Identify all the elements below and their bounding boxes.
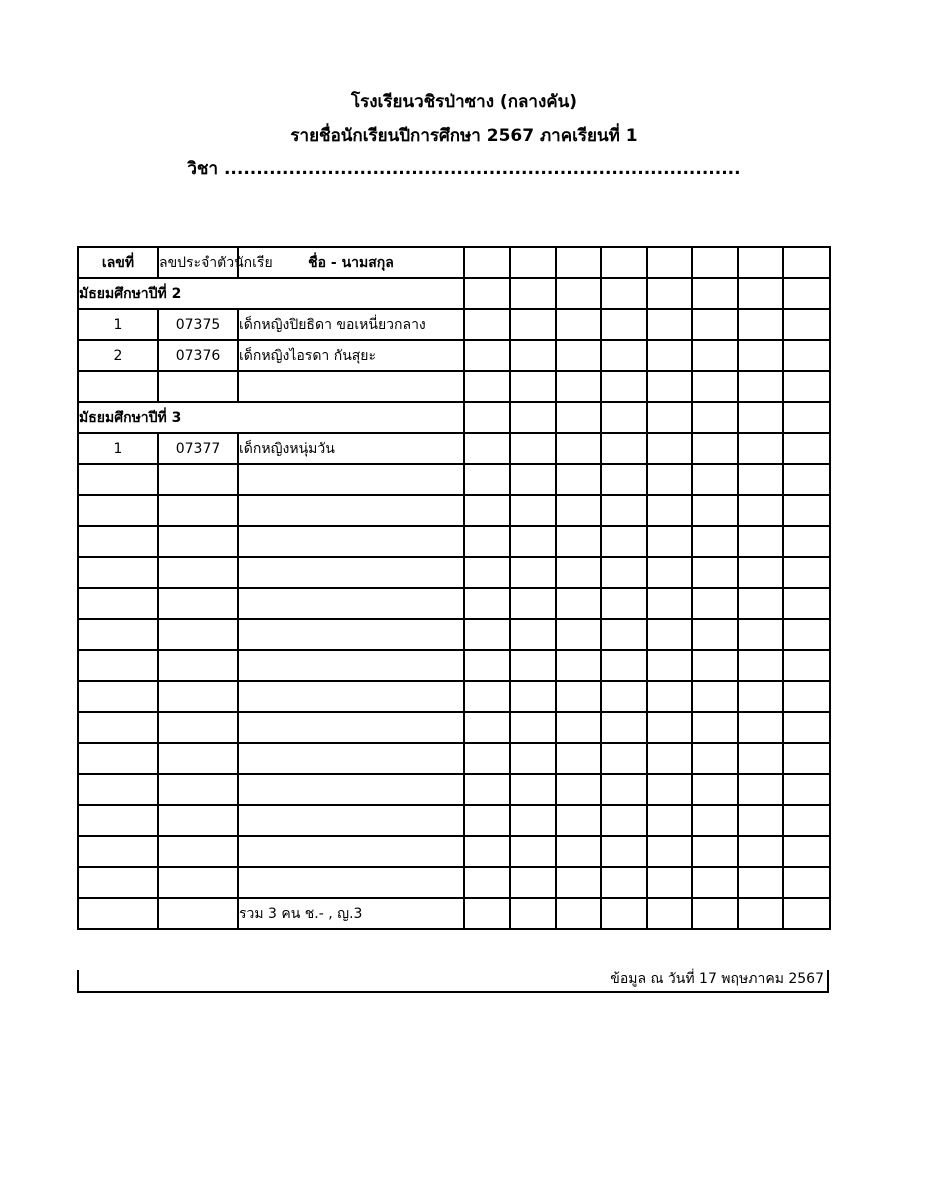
score-cell[interactable] [601,681,647,712]
score-cell[interactable] [647,867,692,898]
student-id[interactable] [158,805,238,836]
score-cell[interactable] [510,867,556,898]
score-cell[interactable] [738,247,783,278]
score-cell[interactable] [647,402,692,433]
table-row [78,433,830,464]
score-cell[interactable] [738,464,783,495]
score-cell[interactable] [647,712,692,743]
student-name[interactable] [238,650,464,681]
score-cell[interactable] [556,433,601,464]
student-id[interactable] [158,557,238,588]
score-cell[interactable] [464,495,510,526]
score-cell[interactable] [556,371,601,402]
score-cell[interactable] [601,619,647,650]
score-cell[interactable] [464,805,510,836]
score-cell[interactable] [738,898,783,929]
student-id[interactable] [158,681,238,712]
score-cell[interactable] [556,681,601,712]
score-cell[interactable] [647,650,692,681]
table-row [78,743,830,774]
score-cell[interactable] [647,464,692,495]
score-cell[interactable] [692,774,738,805]
student-name[interactable] [238,371,464,402]
score-cell[interactable] [601,247,647,278]
score-cell[interactable] [692,309,738,340]
score-cell[interactable] [783,433,830,464]
score-cell[interactable] [783,371,830,402]
total-summary: รวม 3 คน ช.- , ญ.3 [238,898,464,929]
score-cell[interactable] [464,278,510,309]
score-cell[interactable] [692,805,738,836]
student-id: 07375 [158,309,238,340]
student-number: 1 [78,309,158,340]
column-header-student-id: ลขประจำตัวนักเรีย [158,247,238,278]
table-row [78,805,830,836]
score-cell[interactable] [510,247,556,278]
score-cell[interactable] [783,464,830,495]
footer-note-box [77,970,829,993]
score-cell[interactable] [464,774,510,805]
student-number[interactable] [78,371,158,402]
score-cell[interactable] [783,774,830,805]
student-number[interactable] [78,867,158,898]
student-id[interactable] [158,464,238,495]
column-header-number: เลขที่ [78,247,158,278]
score-cell[interactable] [510,805,556,836]
student-roster-table [77,246,831,930]
score-cell[interactable] [601,805,647,836]
score-cell[interactable] [510,371,556,402]
score-cell[interactable] [556,650,601,681]
student-id[interactable] [158,867,238,898]
score-cell[interactable] [647,433,692,464]
score-cell[interactable] [738,681,783,712]
score-cell[interactable] [601,433,647,464]
score-cell[interactable] [692,619,738,650]
table-row [78,526,830,557]
student-number[interactable] [78,774,158,805]
student-number[interactable] [78,588,158,619]
student-name[interactable] [238,495,464,526]
student-id[interactable] [158,650,238,681]
score-cell[interactable] [783,495,830,526]
score-cell[interactable] [601,650,647,681]
score-cell[interactable] [783,805,830,836]
score-cell[interactable] [556,495,601,526]
score-cell[interactable] [510,619,556,650]
document-subtitle: รายชื่อนักเรียนปีการศึกษา 2567 ภาคเรียนที่ 1 [290,126,638,146]
student-name[interactable] [238,526,464,557]
score-cell[interactable] [556,526,601,557]
score-cell[interactable] [692,650,738,681]
score-cell[interactable] [510,557,556,588]
score-cell[interactable] [510,495,556,526]
student-name[interactable] [238,867,464,898]
score-cell[interactable] [601,464,647,495]
student-number[interactable] [78,743,158,774]
score-cell[interactable] [464,464,510,495]
score-cell[interactable] [738,588,783,619]
table-row [78,836,830,867]
student-number[interactable] [78,681,158,712]
score-cell[interactable] [647,743,692,774]
student-id: 07376 [158,340,238,371]
score-cell[interactable] [783,867,830,898]
score-cell[interactable] [783,278,830,309]
table-row [78,867,830,898]
score-cell[interactable] [464,743,510,774]
score-cell[interactable] [692,743,738,774]
score-cell[interactable] [510,774,556,805]
score-cell[interactable] [738,526,783,557]
score-cell[interactable] [692,588,738,619]
score-cell[interactable] [692,836,738,867]
student-name[interactable] [238,557,464,588]
table-row [78,557,830,588]
student-number[interactable] [78,619,158,650]
score-cell[interactable] [783,619,830,650]
table-row [78,588,830,619]
table-header-row [78,247,830,278]
score-cell[interactable] [692,402,738,433]
student-number[interactable] [78,526,158,557]
score-cell[interactable] [601,588,647,619]
score-cell[interactable] [692,371,738,402]
section-row [78,278,830,309]
score-cell[interactable] [783,526,830,557]
score-cell[interactable] [510,650,556,681]
score-cell[interactable] [510,402,556,433]
score-cell[interactable] [556,898,601,929]
student-name[interactable] [238,681,464,712]
subject-line: วิชา ................................................................................ [187,159,741,179]
score-cell[interactable] [601,557,647,588]
student-id[interactable] [158,371,238,402]
score-cell[interactable] [556,402,601,433]
score-cell[interactable] [510,464,556,495]
score-cell[interactable] [783,557,830,588]
score-cell[interactable] [738,650,783,681]
score-cell[interactable] [692,898,738,929]
score-cell[interactable] [738,495,783,526]
score-cell[interactable] [556,712,601,743]
score-cell[interactable] [601,898,647,929]
score-cell[interactable] [738,619,783,650]
score-cell[interactable] [738,867,783,898]
score-cell[interactable] [738,774,783,805]
score-cell[interactable] [464,836,510,867]
student-number[interactable] [78,495,158,526]
student-name[interactable] [238,836,464,867]
score-cell[interactable] [464,340,510,371]
score-cell[interactable] [647,836,692,867]
score-cell[interactable] [647,340,692,371]
section-row [78,402,830,433]
school-title: โรงเรียนวชิรป่าซาง (กลางคัน) [350,92,578,112]
score-cell[interactable] [556,464,601,495]
score-cell[interactable] [510,588,556,619]
score-cell[interactable] [692,433,738,464]
table-row [78,495,830,526]
student-name[interactable] [238,464,464,495]
table-row [78,681,830,712]
score-cell[interactable] [464,433,510,464]
score-cell[interactable] [647,898,692,929]
table-row [78,464,830,495]
score-cell[interactable] [647,309,692,340]
score-cell[interactable] [510,712,556,743]
score-cell[interactable] [738,402,783,433]
score-cell[interactable] [464,619,510,650]
table-row [78,309,830,340]
score-cell[interactable] [647,247,692,278]
student-id[interactable] [158,526,238,557]
score-cell[interactable] [464,867,510,898]
student-id[interactable] [158,588,238,619]
student-name[interactable] [238,774,464,805]
section-title: มัธยมศึกษาปีที่ 3 [78,402,464,433]
score-cell[interactable] [783,681,830,712]
score-cell[interactable] [738,836,783,867]
student-number: 2 [78,340,158,371]
student-number[interactable] [78,650,158,681]
score-cell[interactable] [464,588,510,619]
score-cell[interactable] [556,836,601,867]
score-cell[interactable] [556,774,601,805]
score-cell[interactable] [510,278,556,309]
score-cell[interactable] [647,774,692,805]
table-row [78,619,830,650]
score-cell[interactable] [601,774,647,805]
score-cell[interactable] [738,743,783,774]
score-cell[interactable] [510,309,556,340]
score-cell[interactable] [783,402,830,433]
score-cell[interactable] [692,681,738,712]
score-cell[interactable] [692,247,738,278]
score-cell[interactable] [464,650,510,681]
score-cell[interactable] [738,433,783,464]
section-title: มัธยมศึกษาปีที่ 2 [78,278,464,309]
score-cell[interactable] [692,712,738,743]
score-cell[interactable] [556,867,601,898]
score-cell[interactable] [738,340,783,371]
score-cell[interactable] [783,650,830,681]
score-cell[interactable] [692,526,738,557]
score-cell[interactable] [601,309,647,340]
score-cell[interactable] [738,371,783,402]
table-row [78,371,830,402]
student-id[interactable] [158,743,238,774]
score-cell[interactable] [738,309,783,340]
student-id[interactable] [158,898,238,929]
score-cell[interactable] [647,557,692,588]
student-name[interactable] [238,743,464,774]
score-cell[interactable] [510,526,556,557]
score-cell[interactable] [692,340,738,371]
column-header-name: ชื่อ - นามสกุล [238,247,464,278]
score-cell[interactable] [510,433,556,464]
score-cell[interactable] [601,743,647,774]
student-number[interactable] [78,557,158,588]
student-number[interactable] [78,712,158,743]
student-number: 1 [78,433,158,464]
score-cell[interactable] [738,557,783,588]
student-name[interactable] [238,805,464,836]
student-number[interactable] [78,836,158,867]
table-row [78,650,830,681]
student-id[interactable] [158,619,238,650]
score-cell[interactable] [556,309,601,340]
score-cell[interactable] [510,898,556,929]
score-cell[interactable] [692,464,738,495]
score-cell[interactable] [783,340,830,371]
score-cell[interactable] [556,619,601,650]
score-cell[interactable] [647,495,692,526]
student-number[interactable] [78,464,158,495]
score-cell[interactable] [556,557,601,588]
score-cell[interactable] [783,309,830,340]
student-id: 07377 [158,433,238,464]
score-cell[interactable] [601,402,647,433]
data-as-of-date: ข้อมูล ณ วันที่ 17 พฤษภาคม 2567 [610,971,824,987]
score-cell[interactable] [647,619,692,650]
score-cell[interactable] [464,681,510,712]
score-cell[interactable] [647,805,692,836]
score-cell[interactable] [601,495,647,526]
score-cell[interactable] [556,340,601,371]
score-cell[interactable] [783,743,830,774]
score-cell[interactable] [464,309,510,340]
score-cell[interactable] [601,712,647,743]
score-cell[interactable] [464,712,510,743]
score-cell[interactable] [464,898,510,929]
score-cell[interactable] [692,495,738,526]
score-cell[interactable] [601,278,647,309]
score-cell[interactable] [601,867,647,898]
student-name[interactable] [238,619,464,650]
score-cell[interactable] [510,836,556,867]
score-cell[interactable] [601,526,647,557]
score-cell[interactable] [783,836,830,867]
score-cell[interactable] [464,371,510,402]
score-cell[interactable] [647,681,692,712]
score-cell[interactable] [556,247,601,278]
student-name[interactable] [238,588,464,619]
score-cell[interactable] [783,712,830,743]
score-cell[interactable] [783,247,830,278]
student-number[interactable] [78,898,158,929]
score-cell[interactable] [510,340,556,371]
score-cell[interactable] [692,867,738,898]
student-id[interactable] [158,774,238,805]
score-cell[interactable] [738,712,783,743]
student-name[interactable] [238,712,464,743]
score-cell[interactable] [510,681,556,712]
student-number[interactable] [78,805,158,836]
score-cell[interactable] [464,247,510,278]
student-name: เด็กหญิงปิยธิดา ขอเหนี่ยวกลาง [238,309,464,340]
student-name: เด็กหญิงไอรดา กันสุยะ [238,340,464,371]
score-cell[interactable] [556,278,601,309]
score-cell[interactable] [556,743,601,774]
total-row [78,898,830,929]
student-name: เด็กหญิงหนุ่มวัน [238,433,464,464]
score-cell[interactable] [738,805,783,836]
table-row [78,712,830,743]
score-cell[interactable] [556,805,601,836]
score-cell[interactable] [647,278,692,309]
score-cell[interactable] [556,588,601,619]
score-cell[interactable] [601,836,647,867]
score-cell[interactable] [647,526,692,557]
score-cell[interactable] [601,340,647,371]
student-id[interactable] [158,836,238,867]
student-roster-sheet [77,246,829,993]
score-cell[interactable] [464,557,510,588]
score-cell[interactable] [738,278,783,309]
table-row [78,774,830,805]
student-id[interactable] [158,495,238,526]
score-cell[interactable] [464,526,510,557]
score-cell[interactable] [783,588,830,619]
score-cell[interactable] [464,402,510,433]
table-row [78,340,830,371]
score-cell[interactable] [510,743,556,774]
score-cell[interactable] [692,557,738,588]
score-cell[interactable] [647,588,692,619]
score-cell[interactable] [647,371,692,402]
score-cell[interactable] [601,371,647,402]
student-id[interactable] [158,712,238,743]
score-cell[interactable] [783,898,830,929]
score-cell[interactable] [692,278,738,309]
